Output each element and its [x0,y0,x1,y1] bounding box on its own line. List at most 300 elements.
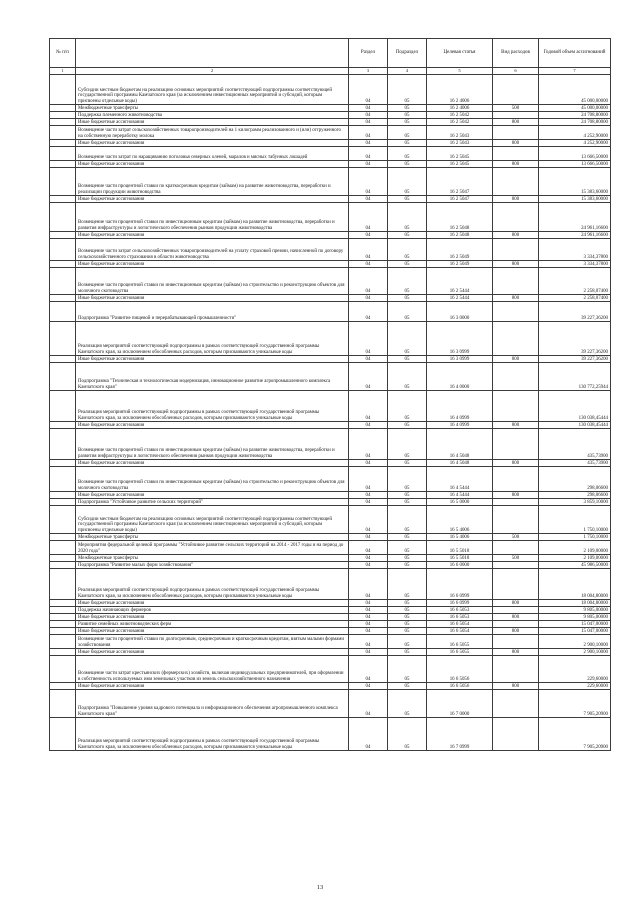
table-row [50,112,611,119]
header-expense: Вид расходов [493,39,539,68]
cell-tgt: 16 4 0999 [427,422,493,429]
cell-exp [493,302,539,322]
cell-name: Субсидии местным бюджетам на реализацию основных мероприятий соответствующей подпрограммы соответствующей государственной программы Камчатского края (за исключением инвестиционных мероприятий и субсидий, которым присвоены отдельные коды) [76,75,349,105]
cell-sub: 05 [388,75,427,105]
cell-name: Иные бюджетные ассигнования [76,649,349,656]
cell-name: Возмещение части процентной ставки по инвестиционным кредитам (займам) на развитие животноводства, переработки и развития инфраструктуры и логистического обеспечения рынков продукции животноводства [76,203,349,232]
index-cell: 2 [76,68,349,75]
cell-sec: 04 [349,690,388,718]
cell-sub: 05 [388,161,427,168]
cell-name: Возмещение части затрат по наращиванию поголовья северных оленей, маралов и мясных табунных лошадей [76,147,349,161]
cell-num [50,499,76,506]
cell-amt: 4 252,90000 [539,140,611,147]
cell-num [50,429,76,460]
cell-sec: 04 [349,656,388,683]
cell-tgt: 16 2 5049 [427,261,493,268]
cell-sub: 05 [388,562,427,569]
cell-name: Иные бюджетные ассигнования [76,196,349,203]
table-row [50,119,611,126]
cell-exp [493,147,539,161]
cell-exp [493,268,539,295]
cell-num [50,261,76,268]
cell-amt: 15 383,60000 [539,196,611,203]
cell-num [50,656,76,683]
table-row [50,422,611,429]
cell-name: Подпрограмма "Развитие пищевой и перерабатывающей промышленности" [76,302,349,322]
cell-tgt: 16 6 5055 [427,635,493,649]
cell-num [50,268,76,295]
cell-name: Иные бюджетные ассигнования [76,683,349,690]
cell-name: Иные бюджетные ассигнования [76,614,349,621]
cell-sub: 05 [388,467,427,492]
cell-amt: 1 750,10000 [539,534,611,541]
cell-num [50,569,76,600]
cell-tgt: 16 2 5444 [427,268,493,295]
cell-sub: 05 [388,460,427,467]
cell-tgt: 16 5 5018 [427,555,493,562]
cell-amt: 45 986,50000 [539,562,611,569]
cell-num [50,119,76,126]
header-subsection: Подраздел [388,39,427,68]
cell-num [50,391,76,422]
cell-tgt: 16 2 4006 [427,105,493,112]
cell-sub: 05 [388,506,427,534]
cell-amt: 435,73900 [539,429,611,460]
cell-amt: 130 038,45444 [539,391,611,422]
cell-tgt: 16 3 0999 [427,322,493,356]
cell-amt: 39 227,36200 [539,356,611,363]
cell-num [50,302,76,322]
cell-amt: 15 383,60000 [539,168,611,196]
cell-sec: 04 [349,126,388,140]
index-cell: 1 [50,68,76,75]
cell-sec: 04 [349,614,388,621]
table-row [50,363,611,391]
cell-sec: 04 [349,541,388,555]
cell-sub: 05 [388,363,427,391]
cell-sub: 05 [388,232,427,239]
cell-num [50,75,76,105]
cell-name: Реализация мероприятий соответствующей подпрограммы в рамках соответствующей государственной программы Камчатского края, за исключением обособленных расходов, которым присваиваются уникальные коды [76,569,349,600]
cell-amt: 9 805,00000 [539,614,611,621]
table-row [50,239,611,261]
table-row [50,203,611,232]
table-row [50,140,611,147]
cell-name: Мероприятия федеральной целевой программы "Устойчивое развитие сельских территорий на 2014 - 2017 годы и на период до 2020 года" [76,541,349,555]
cell-sec: 04 [349,621,388,628]
cell-sec: 04 [349,506,388,534]
table-row [50,391,611,422]
cell-num [50,635,76,649]
cell-amt: 4 252,90000 [539,126,611,140]
table-row [50,126,611,140]
cell-num [50,203,76,232]
cell-name: Иные бюджетные ассигнования [76,295,349,302]
cell-amt: 2 900,10000 [539,635,611,649]
cell-name: Возмещение части процентной ставки по краткосрочным кредитам (займам) на развитие животноводства, переработки и реализации продукции животноводства [76,168,349,196]
cell-num [50,239,76,261]
table-row [50,467,611,492]
cell-sec: 04 [349,363,388,391]
cell-amt: 229,60000 [539,683,611,690]
cell-amt: 2 258,07400 [539,268,611,295]
table-row [50,635,611,649]
cell-tgt: 16 5 5018 [427,541,493,555]
cell-sec: 04 [349,203,388,232]
index-cell: 6 [493,68,539,75]
cell-tgt: 16 4 0000 [427,363,493,391]
cell-num [50,112,76,119]
cell-name: Возмещение части процентной ставки по инвестиционным кредитам (займам) на строительство и реконструкцию объектов для молочного скотоводства [76,467,349,492]
cell-exp: 500 [493,105,539,112]
cell-name: Возмещение части процентной ставки по инвестиционным кредитам (займам) на развитие животноводства, переработки и развития инфраструктуры и логистического обеспечения рынков продукции животноводства [76,429,349,460]
cell-exp [493,168,539,196]
cell-amt: 24 961,16600 [539,203,611,232]
cell-tgt: 16 2 5049 [427,239,493,261]
cell-sub: 05 [388,302,427,322]
cell-name: Иные бюджетные ассигнования [76,140,349,147]
cell-sub: 05 [388,295,427,302]
cell-num [50,295,76,302]
table-row [50,718,611,751]
cell-num [50,614,76,621]
cell-num [50,105,76,112]
table-row [50,555,611,562]
table-row [50,492,611,499]
cell-tgt: 16 2 5048 [427,232,493,239]
cell-exp [493,718,539,751]
cell-sub: 05 [388,656,427,683]
cell-exp: 800 [493,649,539,656]
cell-sec: 04 [349,302,388,322]
cell-amt: 3 334,37800 [539,261,611,268]
cell-amt: 9 805,00000 [539,607,611,614]
cell-amt: 3 334,37800 [539,239,611,261]
cell-exp: 800 [493,261,539,268]
cell-num [50,506,76,534]
cell-tgt: 16 3 0000 [427,302,493,322]
cell-sub: 05 [388,268,427,295]
cell-sec: 04 [349,119,388,126]
cell-sec: 04 [349,268,388,295]
header-section: Раздел [349,39,388,68]
cell-exp [493,363,539,391]
cell-name: Возмещение части затрат сельскохозяйственных товаропроизводителей на 1 килограмм реализованного и (или) отгруженного на собственную переработку молока [76,126,349,140]
table-row [50,75,611,105]
cell-sub: 05 [388,541,427,555]
cell-num [50,562,76,569]
cell-tgt: 16 6 0999 [427,600,493,607]
cell-amt: 18 004,80000 [539,569,611,600]
cell-num [50,460,76,467]
cell-sec: 04 [349,649,388,656]
header-amount: Годовой объем ассигнований [539,39,611,68]
table-header-row [50,39,611,68]
cell-sub: 05 [388,196,427,203]
table-row [50,562,611,569]
table-row [50,569,611,600]
cell-amt: 24 708,80000 [539,119,611,126]
cell-amt: 298,06600 [539,467,611,492]
cell-sec: 04 [349,555,388,562]
cell-exp: 800 [493,614,539,621]
cell-sec: 04 [349,499,388,506]
cell-name: Иные бюджетные ассигнования [76,460,349,467]
cell-amt: 298,06600 [539,492,611,499]
cell-tgt: 16 5 4006 [427,534,493,541]
cell-tgt: 16 2 5043 [427,126,493,140]
cell-tgt: 16 5 0000 [427,499,493,506]
cell-tgt: 16 6 5055 [427,649,493,656]
cell-num [50,161,76,168]
cell-sec: 04 [349,356,388,363]
cell-amt: 24 961,16600 [539,232,611,239]
cell-tgt: 16 7 0000 [427,690,493,718]
cell-tgt: 16 6 5054 [427,621,493,628]
table-row [50,147,611,161]
index-cell: 7 [539,68,611,75]
cell-num [50,322,76,356]
table-row [50,295,611,302]
cell-tgt: 16 2 5047 [427,196,493,203]
cell-tgt: 16 4 5048 [427,460,493,467]
cell-sec: 04 [349,600,388,607]
cell-exp [493,621,539,628]
cell-amt: 45 000,00000 [539,75,611,105]
cell-num [50,628,76,635]
cell-exp [493,541,539,555]
cell-amt: 229,60000 [539,656,611,683]
cell-exp: 800 [493,683,539,690]
cell-exp: 800 [493,161,539,168]
budget-table [49,38,611,751]
cell-tgt: 16 2 5042 [427,119,493,126]
cell-exp [493,391,539,422]
table-row [50,541,611,555]
cell-exp: 800 [493,196,539,203]
cell-amt: 24 708,80000 [539,112,611,119]
table-row [50,614,611,621]
cell-exp [493,569,539,600]
cell-sec: 04 [349,628,388,635]
cell-num [50,168,76,196]
cell-name: Возмещение части затрат крестьянских (фермерских) хозяйств, включая индивидуальных предпринимателей, при оформлении в собственность используемых ими земельных участков из земель сельскохозяйственного назначения [76,656,349,683]
page-number: 13 [316,884,324,891]
table-row [50,161,611,168]
cell-exp [493,562,539,569]
cell-tgt: 16 6 5056 [427,683,493,690]
header-name [76,39,349,68]
cell-tgt: 16 2 5045 [427,161,493,168]
table-row [50,649,611,656]
cell-sub: 05 [388,649,427,656]
cell-exp [493,75,539,105]
cell-tgt: 16 2 5048 [427,203,493,232]
cell-num [50,147,76,161]
cell-amt: 15 047,00000 [539,621,611,628]
cell-name: Подпрограмма "Развитие малых форм хозяйствования" [76,562,349,569]
cell-exp [493,429,539,460]
cell-num [50,422,76,429]
header-target: Целевая статья [427,39,493,68]
cell-sub: 05 [388,534,427,541]
cell-num [50,555,76,562]
cell-sec: 04 [349,322,388,356]
cell-amt: 435,73900 [539,460,611,467]
cell-amt: 18 004,80000 [539,600,611,607]
cell-tgt: 16 2 4006 [427,75,493,105]
cell-sec: 04 [349,239,388,261]
cell-amt: 2 900,10000 [539,649,611,656]
table-row [50,506,611,534]
cell-amt: 2 109,00000 [539,555,611,562]
cell-sub: 05 [388,607,427,614]
cell-sub: 05 [388,105,427,112]
header-num: № п/п [50,39,76,68]
cell-name: Иные бюджетные ассигнования [76,119,349,126]
cell-num [50,232,76,239]
table-row [50,460,611,467]
cell-num [50,541,76,555]
cell-name: Подпрограмма "Техническая и технологическая модернизация, инновационное развитие агропромышленного комплекса Камчатского края" [76,363,349,391]
cell-name: Межбюджетные трансферты [76,105,349,112]
cell-sub: 05 [388,112,427,119]
table-row [50,232,611,239]
cell-exp: 500 [493,555,539,562]
cell-sec: 04 [349,460,388,467]
cell-tgt: 16 6 5056 [427,656,493,683]
cell-amt: 2 258,07400 [539,295,611,302]
index-cell: 3 [349,68,388,75]
cell-sec: 04 [349,467,388,492]
cell-name: Субсидии местным бюджетам на реализацию основных мероприятий соответствующей подпрограммы соответствующей государственной программы Камчатского края (за исключением инвестиционных мероприятий и субсидий, которым присвоены отдельные коды) [76,506,349,534]
cell-exp: 800 [493,295,539,302]
cell-name: Иные бюджетные ассигнования [76,161,349,168]
table-row [50,600,611,607]
cell-sec: 04 [349,168,388,196]
cell-tgt: 16 6 0999 [427,569,493,600]
cell-sub: 05 [388,147,427,161]
cell-num [50,140,76,147]
cell-exp: 800 [493,600,539,607]
cell-sub: 05 [388,429,427,460]
cell-sec: 04 [349,683,388,690]
cell-sub: 05 [388,356,427,363]
table-row [50,322,611,356]
cell-exp: 800 [493,356,539,363]
cell-sub: 05 [388,239,427,261]
cell-tgt: 16 2 5043 [427,140,493,147]
cell-tgt: 16 4 5444 [427,467,493,492]
cell-sec: 04 [349,718,388,751]
cell-exp: 800 [493,119,539,126]
cell-name: Иные бюджетные ассигнования [76,492,349,499]
cell-sub: 05 [388,391,427,422]
cell-num [50,607,76,614]
cell-name: Развитие семейных животноводческих ферм [76,621,349,628]
cell-name: Иные бюджетные ассигнования [76,422,349,429]
cell-tgt: 16 2 5444 [427,295,493,302]
cell-num [50,600,76,607]
cell-sec: 04 [349,534,388,541]
cell-sec: 04 [349,569,388,600]
cell-num [50,534,76,541]
table-body [50,75,611,751]
cell-name: Межбюджетные трансферты [76,555,349,562]
cell-tgt: 16 4 5048 [427,429,493,460]
cell-name: Реализация мероприятий соответствующей подпрограммы в рамках соответствующей государственной программы Камчатского края, за исключением обособленных расходов, которым присваиваются уникальные коды [76,718,349,751]
table-row [50,268,611,295]
table-row [50,105,611,112]
cell-name: Реализация мероприятий соответствующей подпрограммы в рамках соответствующей государственной программы Камчатского края, за исключением обособленных расходов, которым присваиваются уникальные коды [76,322,349,356]
table-row [50,628,611,635]
cell-exp: 500 [493,534,539,541]
cell-amt: 15 047,00000 [539,628,611,635]
cell-name: Возмещение части затрат сельскохозяйственных товаропроизводителей на уплату страховой премии, начисленной по договору сельскохозяйственного страхования в области животноводства [76,239,349,261]
cell-tgt: 16 5 4006 [427,506,493,534]
cell-amt: 7 905,20900 [539,690,611,718]
cell-sub: 05 [388,203,427,232]
cell-num [50,363,76,391]
cell-name: Иные бюджетные ассигнования [76,232,349,239]
cell-tgt: 16 4 0999 [427,391,493,422]
cell-num [50,356,76,363]
cell-amt: 13 666,50000 [539,161,611,168]
cell-exp: 800 [493,460,539,467]
cell-amt: 1 750,10000 [539,506,611,534]
cell-sub: 05 [388,499,427,506]
cell-tgt: 16 3 0999 [427,356,493,363]
cell-tgt: 16 6 5053 [427,614,493,621]
cell-amt: 45 000,00000 [539,105,611,112]
cell-exp [493,467,539,492]
cell-sec: 04 [349,75,388,105]
cell-sub: 05 [388,261,427,268]
cell-exp [493,635,539,649]
cell-num [50,718,76,751]
cell-sub: 05 [388,569,427,600]
cell-sub: 05 [388,555,427,562]
cell-sub: 05 [388,628,427,635]
cell-sec: 04 [349,147,388,161]
cell-name: Иные бюджетные ассигнования [76,600,349,607]
cell-name: Возмещение части процентной ставки по инвестиционным кредитам (займам) на строительство и реконструкцию объектов для молочного скотоводства [76,268,349,295]
cell-name: Подпрограмма "Устойчивое развитие сельских территорий" [76,499,349,506]
cell-sub: 05 [388,690,427,718]
cell-sub: 05 [388,140,427,147]
cell-name: Поддержка начинающих фермеров [76,607,349,614]
cell-sec: 04 [349,140,388,147]
cell-exp [493,690,539,718]
index-cell: 5 [427,68,493,75]
table-row [50,302,611,322]
cell-tgt: 16 4 5444 [427,492,493,499]
cell-sec: 04 [349,232,388,239]
cell-amt: 39 227,36200 [539,302,611,322]
table-row [50,683,611,690]
cell-num [50,690,76,718]
cell-num [50,196,76,203]
table-row [50,168,611,196]
cell-sec: 04 [349,105,388,112]
cell-sub: 05 [388,492,427,499]
cell-exp: 800 [493,422,539,429]
cell-sec: 04 [349,196,388,203]
table-row [50,534,611,541]
cell-sub: 05 [388,621,427,628]
table-row [50,356,611,363]
table-row [50,261,611,268]
